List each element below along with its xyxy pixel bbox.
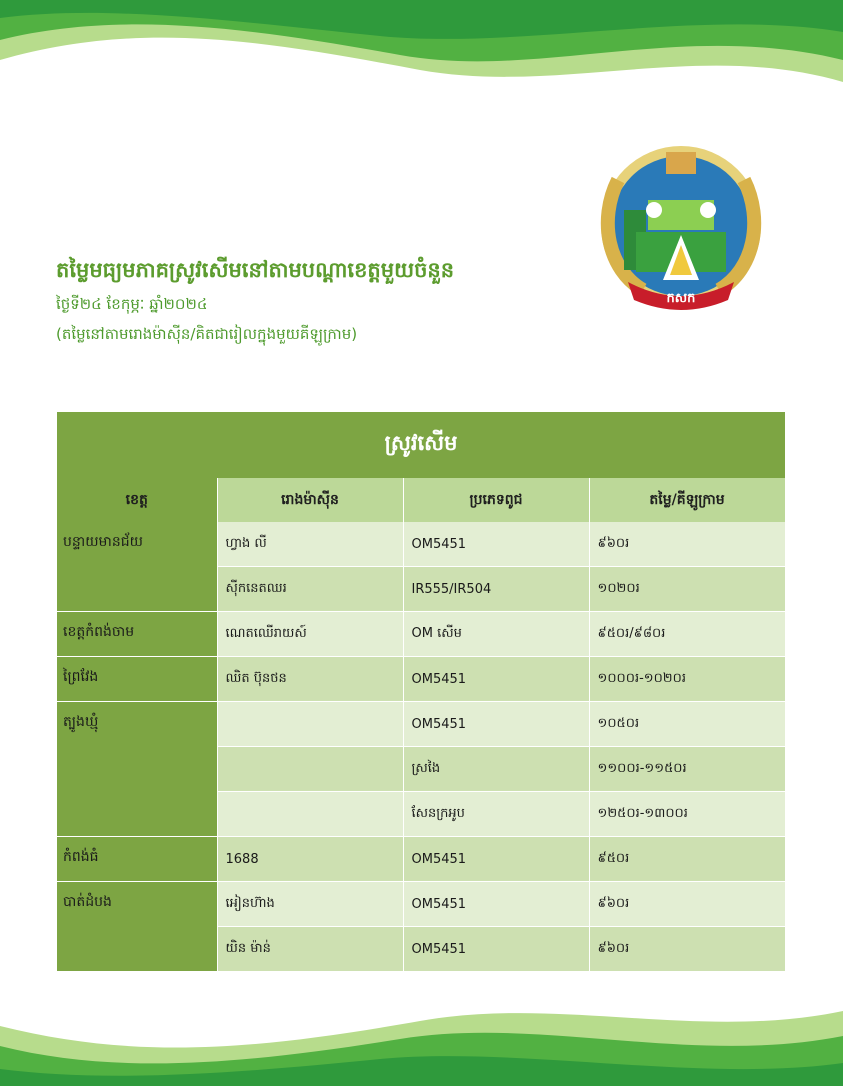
province-cell: បាត់ដំបង: [57, 882, 217, 972]
mill-cell: ឈិត ប៊ុនថន: [217, 657, 403, 702]
variety-cell: OM សើម: [403, 612, 589, 657]
variety-cell: OM5451: [403, 657, 589, 702]
mill-cell: ស៊ីកនេតឈរ: [217, 567, 403, 612]
price-unit-note: (តម្លៃនៅតាមរោងម៉ាស៊ីន/គិតជារៀលក្នុងមួយគីឡូក្រាម): [56, 325, 358, 343]
table-row: [57, 837, 785, 882]
price-cell: ១១០០រ-១១៥០រ: [589, 747, 785, 792]
top-wave-decoration: [0, 0, 843, 110]
variety-cell: OM5451: [403, 522, 589, 567]
ministry-emblem-icon: [588, 140, 774, 316]
variety-cell: OM5451: [403, 927, 589, 972]
table-row: [57, 882, 785, 927]
price-cell: ១០០០រ-១០២០រ: [589, 657, 785, 702]
emblem-text: កសក: [666, 291, 696, 306]
province-cell: បន្ទាយមានជ័យ: [57, 522, 217, 612]
table-row: [57, 612, 785, 657]
mill-cell: ហ្វាង លី: [217, 522, 403, 567]
province-cell: ខេត្តកំពង់ចាម: [57, 612, 217, 657]
variety-cell: ស្រងៃ: [403, 747, 589, 792]
mill-cell: [217, 702, 403, 747]
price-cell: ៩៦០រ: [589, 927, 785, 972]
column-header-variety: ប្រភេទពូជ: [403, 478, 589, 522]
province-cell: ត្បូងឃ្មុំ: [57, 702, 217, 837]
column-header-mill: រោងម៉ាស៊ីន: [217, 478, 403, 522]
price-cell: ៩៥០រ/៩៨០រ: [589, 612, 785, 657]
variety-cell: OM5451: [403, 882, 589, 927]
province-cell: កំពង់ធំ: [57, 837, 217, 882]
mill-cell: [217, 792, 403, 837]
column-header-province: ខេត្ត: [57, 478, 217, 522]
variety-cell: IR555/IR504: [403, 567, 589, 612]
price-cell: ១០៥០រ: [589, 702, 785, 747]
price-cell: ១០២០រ: [589, 567, 785, 612]
bottom-wave-decoration: [0, 991, 843, 1086]
mill-cell: [217, 747, 403, 792]
column-header-price: តម្លៃ/គីឡូក្រាម: [589, 478, 785, 522]
variety-cell: សែនក្រអូប: [403, 792, 589, 837]
heading-block: [56, 255, 576, 345]
report-date: ថ្ងៃទី២៤ ខែកុម្ភៈ ឆ្នាំ២០២៤: [56, 295, 208, 313]
mill-cell: ណេតឈើរាយស៍: [217, 612, 403, 657]
price-cell: ៩៦០រ: [589, 882, 785, 927]
page-title: តម្លៃមធ្យមភាគស្រូវសើមនៅតាមបណ្តាខេត្តមួយចំនួន: [56, 258, 455, 282]
province-cell: ព្រៃវែង: [57, 657, 217, 702]
price-cell: ១២៥០រ-១៣០០រ: [589, 792, 785, 837]
table-row: [57, 702, 785, 747]
variety-cell: OM5451: [403, 702, 589, 747]
price-cell: ៩៥០រ: [589, 837, 785, 882]
mill-cell: អៀនហ៊ាង: [217, 882, 403, 927]
rice-price-table: [57, 412, 786, 972]
table-row: [57, 657, 785, 702]
mill-cell: យិន ម៉ាន់: [217, 927, 403, 972]
variety-cell: OM5451: [403, 837, 589, 882]
table-row: [57, 522, 785, 567]
price-cell: ៩៦០រ: [589, 522, 785, 567]
mill-cell: 1688: [217, 837, 403, 882]
table-banner: ស្រូវសើម: [57, 412, 785, 478]
